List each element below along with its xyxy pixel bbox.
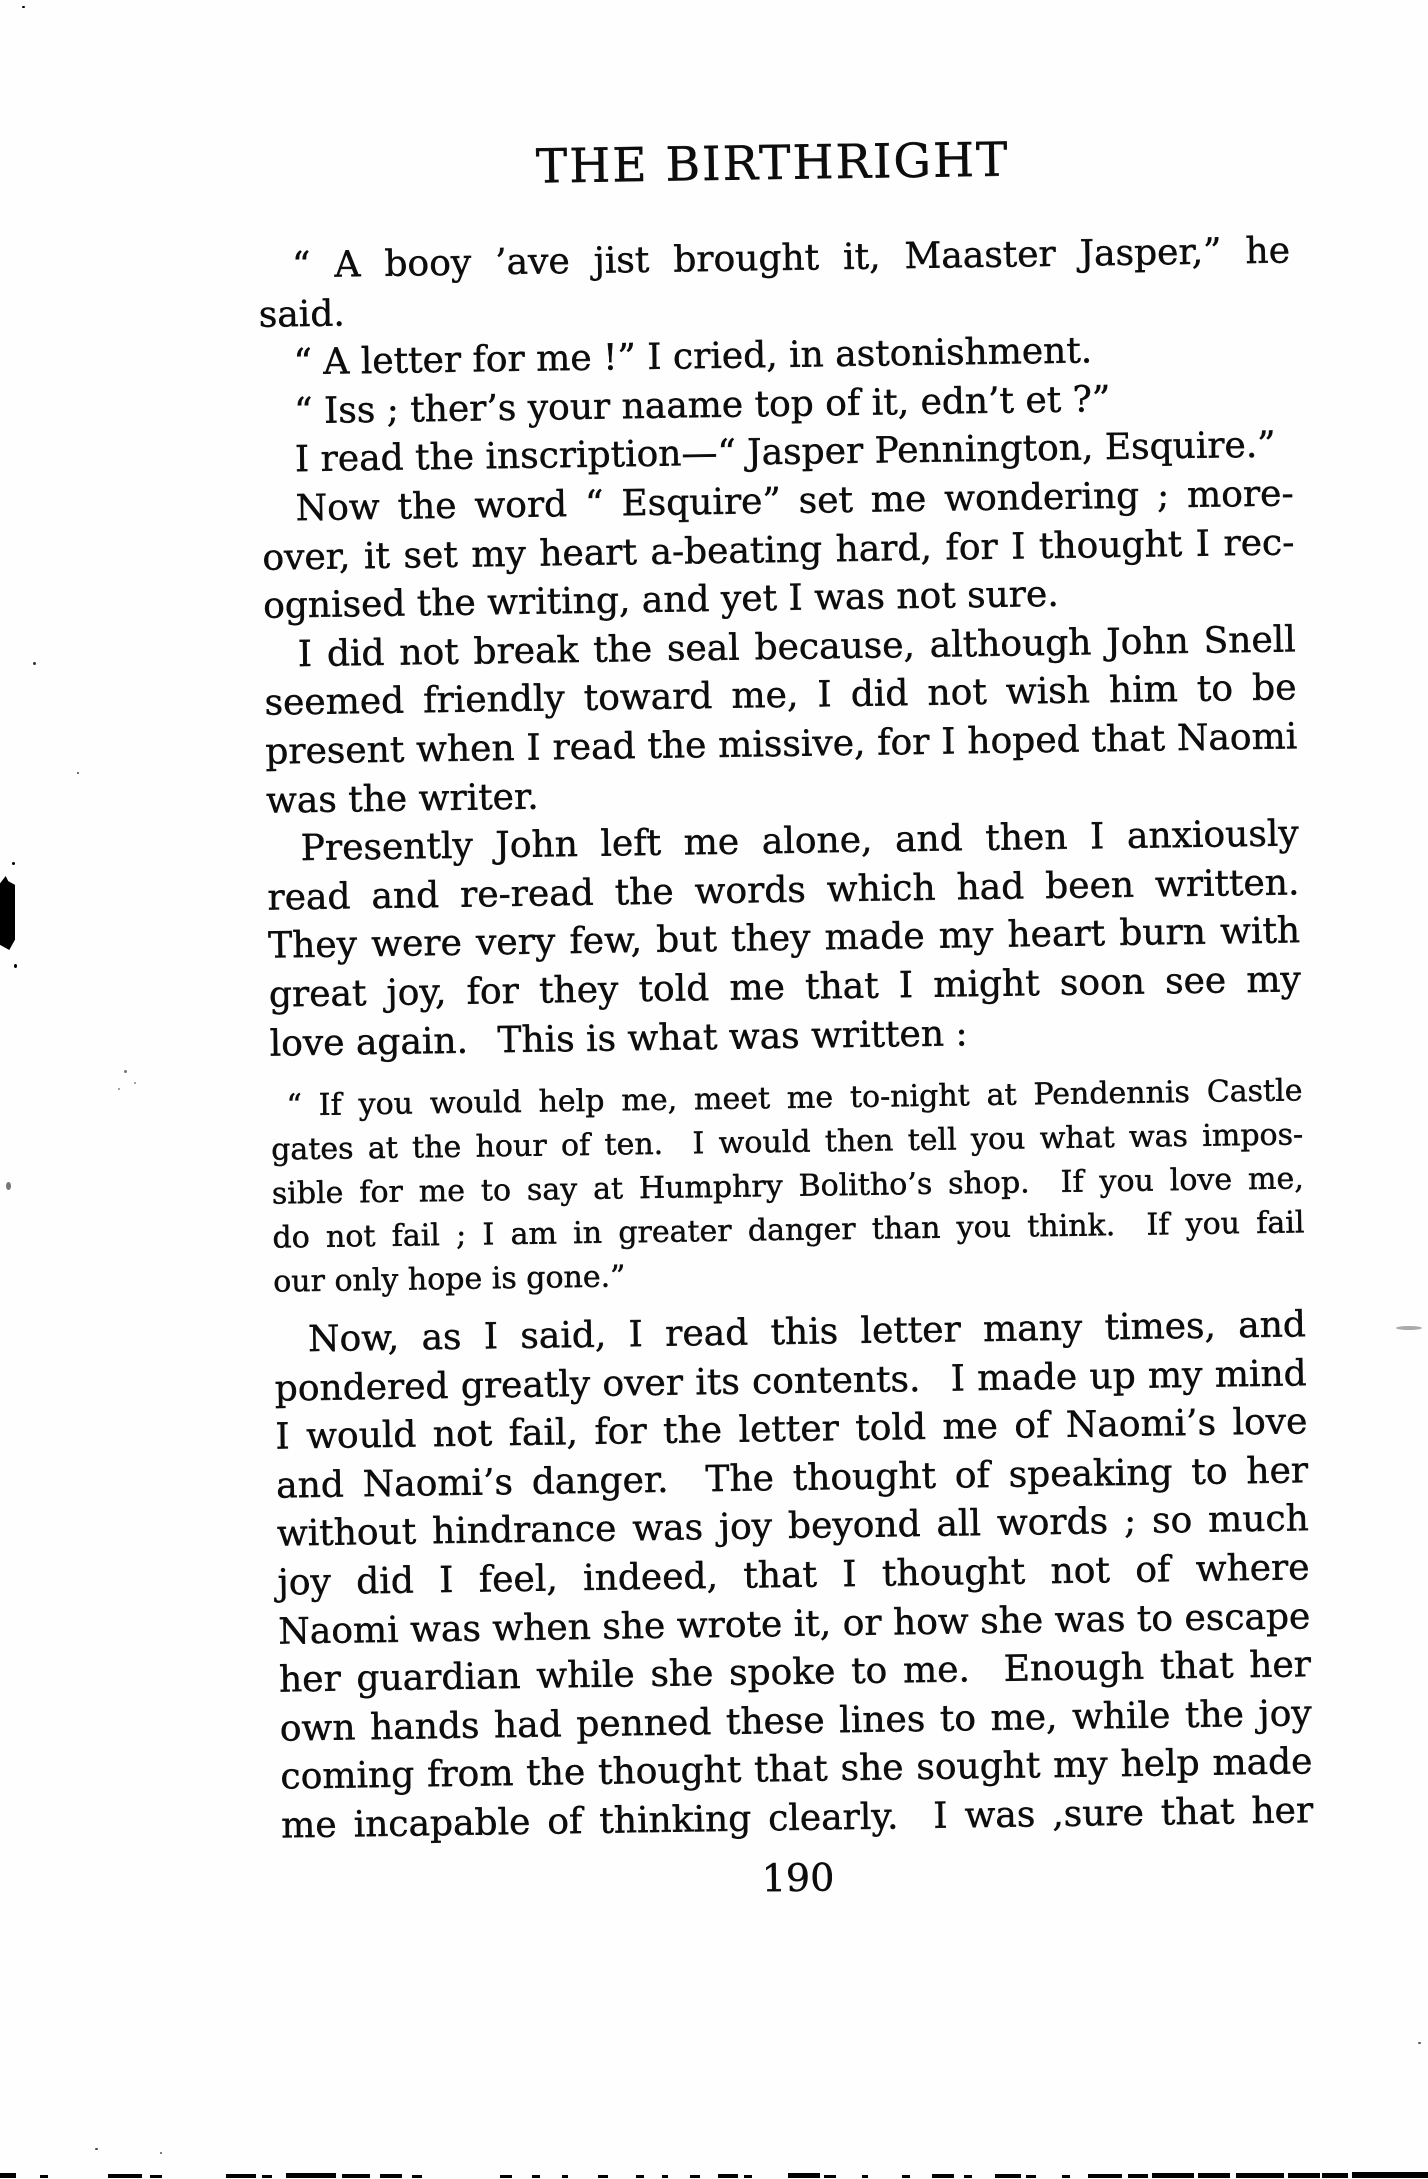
text-line: I read the inscription—“ Jasper Pennington, Esquire.” <box>294 425 1276 481</box>
text-line: joy did I feel, indeed, that I thought not of where <box>277 1547 1310 1604</box>
text-line: coming from the thought that she sought my help made <box>280 1741 1313 1798</box>
page-edge-mark <box>964 2175 972 2178</box>
scan-speck <box>1418 2042 1421 2044</box>
print-area <box>256 128 1314 1907</box>
paragraph <box>258 227 1291 339</box>
page-edge-mark <box>1062 2175 1070 2178</box>
page-edge-mark <box>342 2174 370 2178</box>
page-edge-mark <box>1152 2173 1194 2178</box>
text-line: Now the word “ Esquire” set me wondering ; more- <box>295 473 1294 530</box>
text-line: Naomi was when she wrote it, or how she was to escape <box>278 1595 1311 1653</box>
text-line: without hindrance was joy beyond all words ; so much <box>276 1498 1310 1556</box>
paragraph <box>274 1301 1314 1851</box>
page-edge-mark <box>636 2175 644 2178</box>
text-line: and Naomi’s danger. The thought of speaking to her <box>275 1450 1309 1507</box>
page-edge-mark <box>662 2175 668 2178</box>
text-line: great joy, for they told me that I might soon see my <box>268 959 1302 1016</box>
page-edge-mark <box>150 2175 162 2178</box>
text-line: They were very few, but they made my heart burn with <box>267 910 1301 967</box>
page-edge-mark <box>1198 2173 1230 2178</box>
scan-speck <box>124 1070 127 1073</box>
page-edge-mark <box>532 2175 540 2178</box>
page-edge-mark <box>0 2173 16 2178</box>
text-line: pondered greatly over its contents. I made up my mind <box>274 1352 1307 1410</box>
page-edge-mark <box>902 2175 910 2178</box>
page-edge-mark <box>1088 2174 1122 2178</box>
text-line: “ A booy ’ave jist brought it, Maaster Jasper,” he <box>291 230 1291 287</box>
page-edge-mark <box>500 2175 512 2178</box>
scan-speck <box>118 1088 120 1090</box>
page-edge-mark <box>380 2174 402 2178</box>
text-line: our only hope is gone.” <box>272 1259 626 1300</box>
text-line: do not fail ; I am in greater danger than you think. If you fail <box>272 1205 1305 1256</box>
page-edge-mark <box>744 2175 752 2178</box>
scan-speck <box>22 6 25 8</box>
text-line: “ A letter for me !” I cried, in astonishment. <box>293 330 1093 384</box>
page-edge-mark <box>690 2175 700 2178</box>
scan-speck <box>1396 1326 1422 1330</box>
page-edge-mark <box>824 2175 836 2178</box>
text-line: ognised the writing, and yet I was not sure. <box>262 574 1060 627</box>
text-line: read and re-read the words which had been written. <box>267 862 1300 919</box>
page-edge-mark <box>262 2175 272 2178</box>
page-number: 190 <box>761 1854 835 1901</box>
text-line: sible for me to say at Humphry Bolitho’s shop. If you love me, <box>271 1161 1305 1212</box>
text-line: own hands had penned these lines to me, while the joy <box>279 1693 1312 1750</box>
page-edge-mark <box>718 2174 738 2178</box>
text-line: I would not fail, for the letter told me of Naomi’s love <box>275 1401 1308 1458</box>
scan-speck <box>160 2152 162 2154</box>
text-line: her guardian while she spoke to me. Enough that her <box>278 1644 1312 1701</box>
scan-speck <box>6 1182 11 1190</box>
text-line: love again. This is what was written : <box>269 1012 968 1065</box>
ink-blob-artifact <box>0 876 15 950</box>
text-line: over, it set my heart a-beating hard, for I thought I rec- <box>262 521 1295 579</box>
page-edge-mark <box>598 2175 608 2178</box>
scan-speck <box>12 862 15 865</box>
page-edge-mark <box>995 2174 1021 2178</box>
text-line: seemed friendly toward me, I did not wish him to be <box>264 667 1297 725</box>
text-column <box>258 227 1314 1851</box>
page-edge-mark <box>412 2175 422 2178</box>
page-edge-mark <box>286 2173 336 2178</box>
page-edge-mark <box>226 2174 256 2178</box>
page-title: THE BIRTHRIGHT <box>535 132 1010 195</box>
text-line: I did not break the seal because, although John Snell <box>297 619 1297 675</box>
page-edge-mark <box>788 2173 820 2178</box>
page-edge-mark <box>932 2174 954 2178</box>
text-line: me incapable of thinking clearly. I was ,sure that her <box>280 1790 1314 1847</box>
scan-speck <box>14 964 17 968</box>
text-line: “ Iss ; ther’s your naame top of it, edn’t et ?” <box>293 378 1111 432</box>
text-line: “ If you would help me, meet me to-night at Pendennis Castle <box>286 1073 1303 1124</box>
page-edge-mark <box>40 2175 48 2178</box>
text-line: Presently John left me alone, and then I anxiously <box>300 813 1299 870</box>
page-edge-mark <box>862 2175 868 2178</box>
page-edge-mark <box>108 2174 142 2178</box>
scan-speck <box>33 662 36 665</box>
paragraph <box>261 470 1295 631</box>
scan-speck <box>77 772 79 774</box>
letter-excerpt <box>270 1069 1305 1304</box>
page-edge-mark <box>1128 2174 1148 2178</box>
page-edge-mark <box>1288 2173 1320 2178</box>
text-line: said. <box>258 293 346 336</box>
text-line: Now, as I said, I read this letter many times, and <box>307 1304 1307 1361</box>
page-edge-mark <box>562 2175 568 2178</box>
scan-speck <box>134 1082 136 1084</box>
paragraph <box>264 616 1299 826</box>
page-edge-mark <box>1236 2173 1284 2178</box>
text-line: present when I read the missive, for I hoped that Naomi <box>265 716 1298 773</box>
text-line: gates at the hour of ten. I would then tell you what was impos- <box>270 1117 1304 1168</box>
page-edge-mark <box>1026 2175 1036 2178</box>
text-line: was the writer. <box>265 776 539 822</box>
scan-speck <box>95 2148 98 2150</box>
page-edge-mark <box>1322 2173 1348 2178</box>
page-edge-mark <box>1352 2172 1428 2178</box>
paragraph <box>266 810 1301 1068</box>
